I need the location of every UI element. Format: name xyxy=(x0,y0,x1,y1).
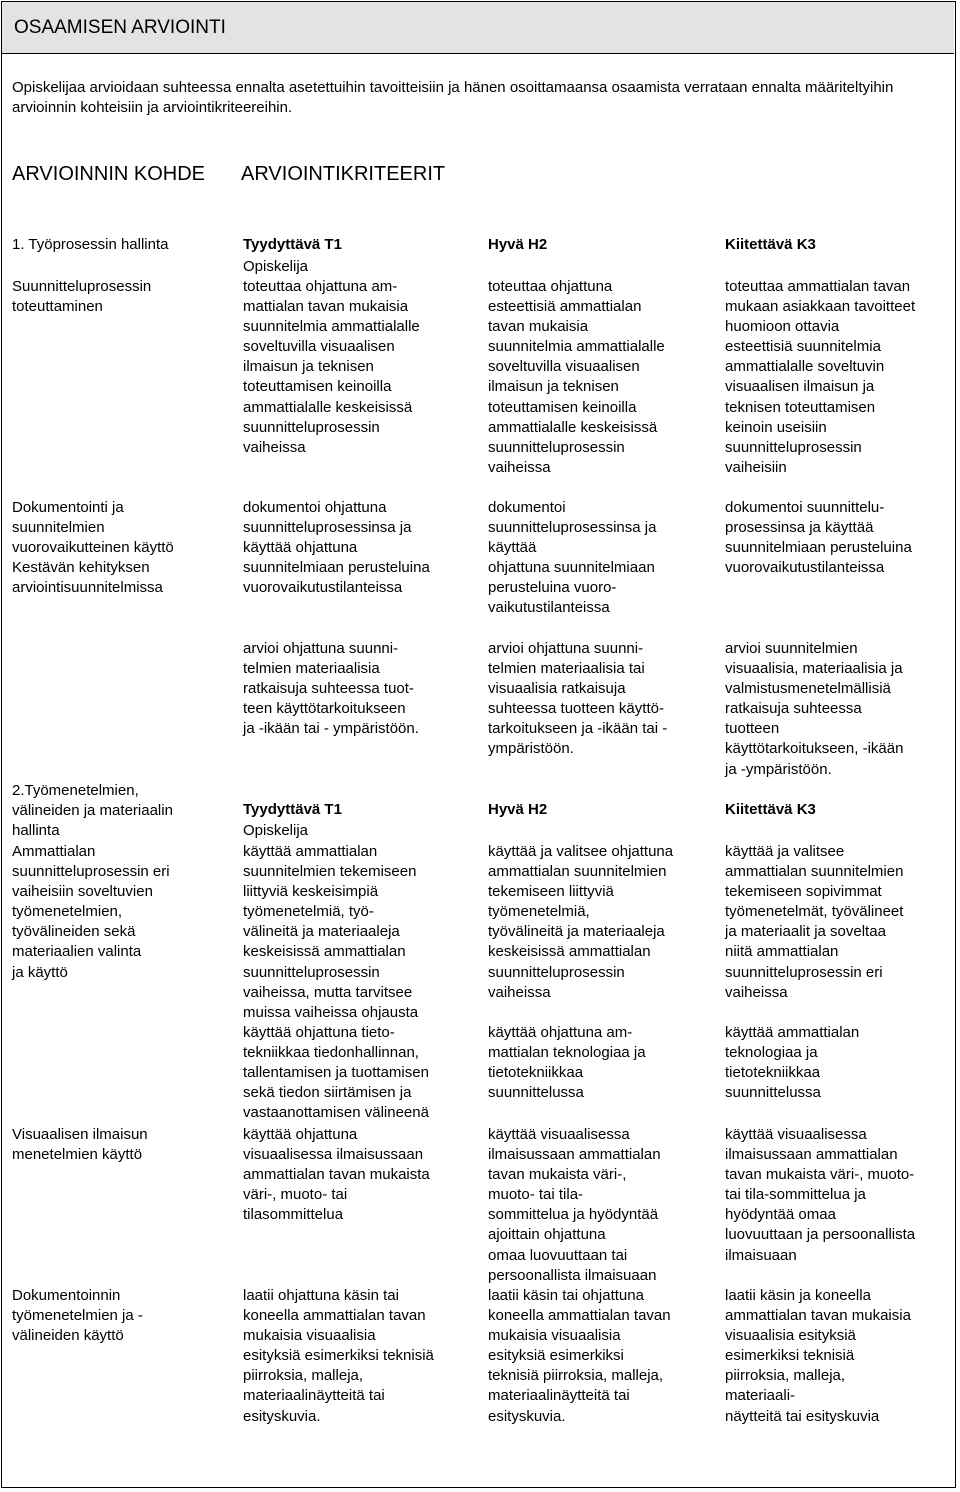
intro-paragraph: Opiskelijaa arvioidaan suhteessa ennalta asetettuihin tavoitteisiin ja hänen osoittamaansa osaamista verrataan ennalta määriteltyihin arvioinnin kohteisiin ja arviointikriteereihin. xyxy=(12,79,894,116)
section2-title: 2.Työmenetelmien, välineiden ja materiaalin hallinta xyxy=(12,782,173,840)
section1-row2-k3: dokumentoi suunnittelu- prosessinsa ja käyttää suunnitelmiaan perusteluina vuorovaikutustilanteissa xyxy=(725,499,912,577)
page-title: OSAAMISEN ARVIOINTI xyxy=(14,17,226,38)
section2-grade-h2: Hyvä H2 xyxy=(488,801,548,818)
section2-subject: Opiskelija xyxy=(243,822,309,839)
section2-grade-k3: Kiitettävä K3 xyxy=(725,801,816,818)
section1-row2-target: Dokumentointi ja suunnitelmien vuorovaikutteinen käyttö Kestävän kehityksen arviointisuunnitelmissa xyxy=(12,499,174,597)
section1-grade-t1: Tyydyttävä T1 xyxy=(243,236,342,253)
section1-title: 1. Työprosessin hallinta xyxy=(12,236,169,253)
section1-row3-t1: arvioi ohjattuna suunni- telmien materiaalisia ratkaisuja suhteessa tuot- teen käyttötarkoitukseen ja -ikään tai - ympäristöön. xyxy=(243,640,419,738)
section1-row3-k3: arvioi suunnitelmien visuaalisia, materiaalisia ja valmistusmenetelmällisiä ratkaisuja suhteessa tuotteen käyttötarkoitukseen, -ikään ja -ympäristöön. xyxy=(725,640,904,778)
section2-grade-t1: Tyydyttävä T1 xyxy=(243,801,342,818)
section1-row2-t1: dokumentoi ohjattuna suunnitteluprosessinsa ja käyttää ohjattuna suunnitelmiaan perusteluina vuorovaikutustilanteissa xyxy=(243,499,430,597)
header-arviointikriteerit: ARVIOINTIKRITEERIT xyxy=(241,163,446,185)
section1-row1-t1: toteuttaa ohjattuna am- mattialan tavan mukaisia suunnitelmia ammattialalle soveltuvilla visuaalisen ilmaisun ja teknisen toteuttamisen keinoilla ammattialalle keskeisissä suunnitteluprosessin vaiheissa xyxy=(243,278,420,456)
section2-row4-h2: laatii käsin tai ohjattuna koneella ammattialan tavan mukaisia visuaalisia esityksiä esimerkiksi teknisiä piirroksia, malleja, materiaalinäytteitä tai esityskuvia. xyxy=(488,1287,671,1425)
section2-row2-h2: käyttää ohjattuna am- mattialan teknologiaa ja tietotekniikkaa suunnittelussa xyxy=(488,1024,646,1102)
section2-row1-target: Ammattialan suunnitteluprosessin eri vaiheisiin soveltuvien työmenetelmien, työvälineiden sekä materiaalien valinta ja käyttö xyxy=(12,843,170,981)
section2-row3-target: Visuaalisen ilmaisun menetelmien käyttö xyxy=(12,1126,148,1164)
section1-grade-h2: Hyvä H2 xyxy=(488,236,548,253)
section2-row2-k3: käyttää ammattialan teknologiaa ja tietotekniikkaa suunnittelussa xyxy=(725,1024,860,1102)
section1-row2-h2: dokumentoi suunnitteluprosessinsa ja käyttää ohjattuna suunnitelmiaan perusteluina vuoro- vaikutustilanteissa xyxy=(488,499,657,617)
section2-row1-h2: käyttää ja valitsee ohjattuna ammattialan suunnitelmien tekemiseen liittyviä työmenetelmiä, työvälineitä ja materiaaleja keskeisissä ammattialan suunnitteluprosessin vaiheissa xyxy=(488,843,674,1001)
header-arvioinnin-kohde: ARVIOINNIN KOHDE xyxy=(12,163,205,185)
section2-row3-k3: käyttää visuaalisessa ilmaisussaan ammattialan tavan mukaista väri-, muoto- tai tila-sommittelua ja hyödyntää omaa luovuuttaan ja persoonallista ilmaisuaan xyxy=(725,1126,916,1264)
section1-grade-k3: Kiitettävä K3 xyxy=(725,236,816,253)
title-bar xyxy=(2,2,954,54)
section2-row4-k3: laatii käsin ja koneella ammattialan tavan mukaisia visuaalisia esityksiä esimerkiksi teknisiä piirroksia, malleja, materiaali- näytteitä tai esityskuvia xyxy=(725,1287,911,1425)
section2-row4-target: Dokumentoinnin työmenetelmien ja - välineiden käyttö xyxy=(12,1287,143,1345)
section2-row3-t1: käyttää ohjattuna visuaalisessa ilmaisussaan ammattialan tavan mukaista väri-, muoto- tai tilasommittelua xyxy=(243,1126,430,1224)
section1-row1-h2: toteuttaa ohjattuna esteettisiä ammattialan tavan mukaisia suunnitelmia ammattialalle soveltuvilla visuaalisen ilmaisun ja teknisen toteuttamisen keinoilla ammattialalle keskeisissä suunnitteluprosessin vaiheissa xyxy=(488,278,665,476)
section1-row3-h2: arvioi ohjattuna suunni- telmien materiaalisia tai visuaalisia ratkaisuja suhteessa tuotteen käyttö- tarkoitukseen ja -ikään tai - ympäristöön. xyxy=(488,640,668,758)
section2-row1-k3: käyttää ja valitsee ammattialan suunnitelmien tekemiseen sopivimmat työmenetelmät, työvälineet ja materiaalit ja soveltaa niitä ammattialan suunnitteluprosessin eri vaiheissa xyxy=(725,843,904,1001)
section1-row1-k3: toteuttaa ammattialan tavan mukaan asiakkaan tavoitteet huomioon ottavia esteettisiä suunnitelmia ammattialalle soveltuvin visuaalisen ilmaisun ja teknisen toteuttamisen keinoin useisiin suunnitteluprosessin vaiheisiin xyxy=(725,278,916,476)
section2-row4-t1: laatii ohjattuna käsin tai koneella ammattialan tavan mukaisia visuaalisia esityksiä esimerkiksi teknisiä piirroksia, malleja, materiaalinäytteitä tai esityskuvia. xyxy=(243,1287,434,1425)
section2-row1-t1: käyttää ammattialan suunnitelmien tekemiseen liittyviä keskeisimpiä työmenetelmiä, työ- välineitä ja materiaaleja keskeisissä ammattialan suunnitteluprosessin vaiheissa, mutta tarvitsee muissa vaiheissa ohjausta xyxy=(243,843,419,1021)
section1-row1-target: Suunnitteluprosessin toteuttaminen xyxy=(12,278,152,316)
section1-subject: Opiskelija xyxy=(243,258,309,275)
section2-row2-t1: käyttää ohjattuna tieto- tekniikkaa tiedonhallinnan, tallentamisen ja tuottamisen sekä tiedon siirtämisen ja vastaanottamisen välineenä xyxy=(243,1024,429,1122)
section2-row3-h2: käyttää visuaalisessa ilmaisussaan ammattialan tavan mukaista väri-, muoto- tai tila- sommittelua ja hyödyntää ajoittain ohjattuna omaa luovuuttaan tai persoonallista ilmaisuaan xyxy=(488,1126,661,1284)
